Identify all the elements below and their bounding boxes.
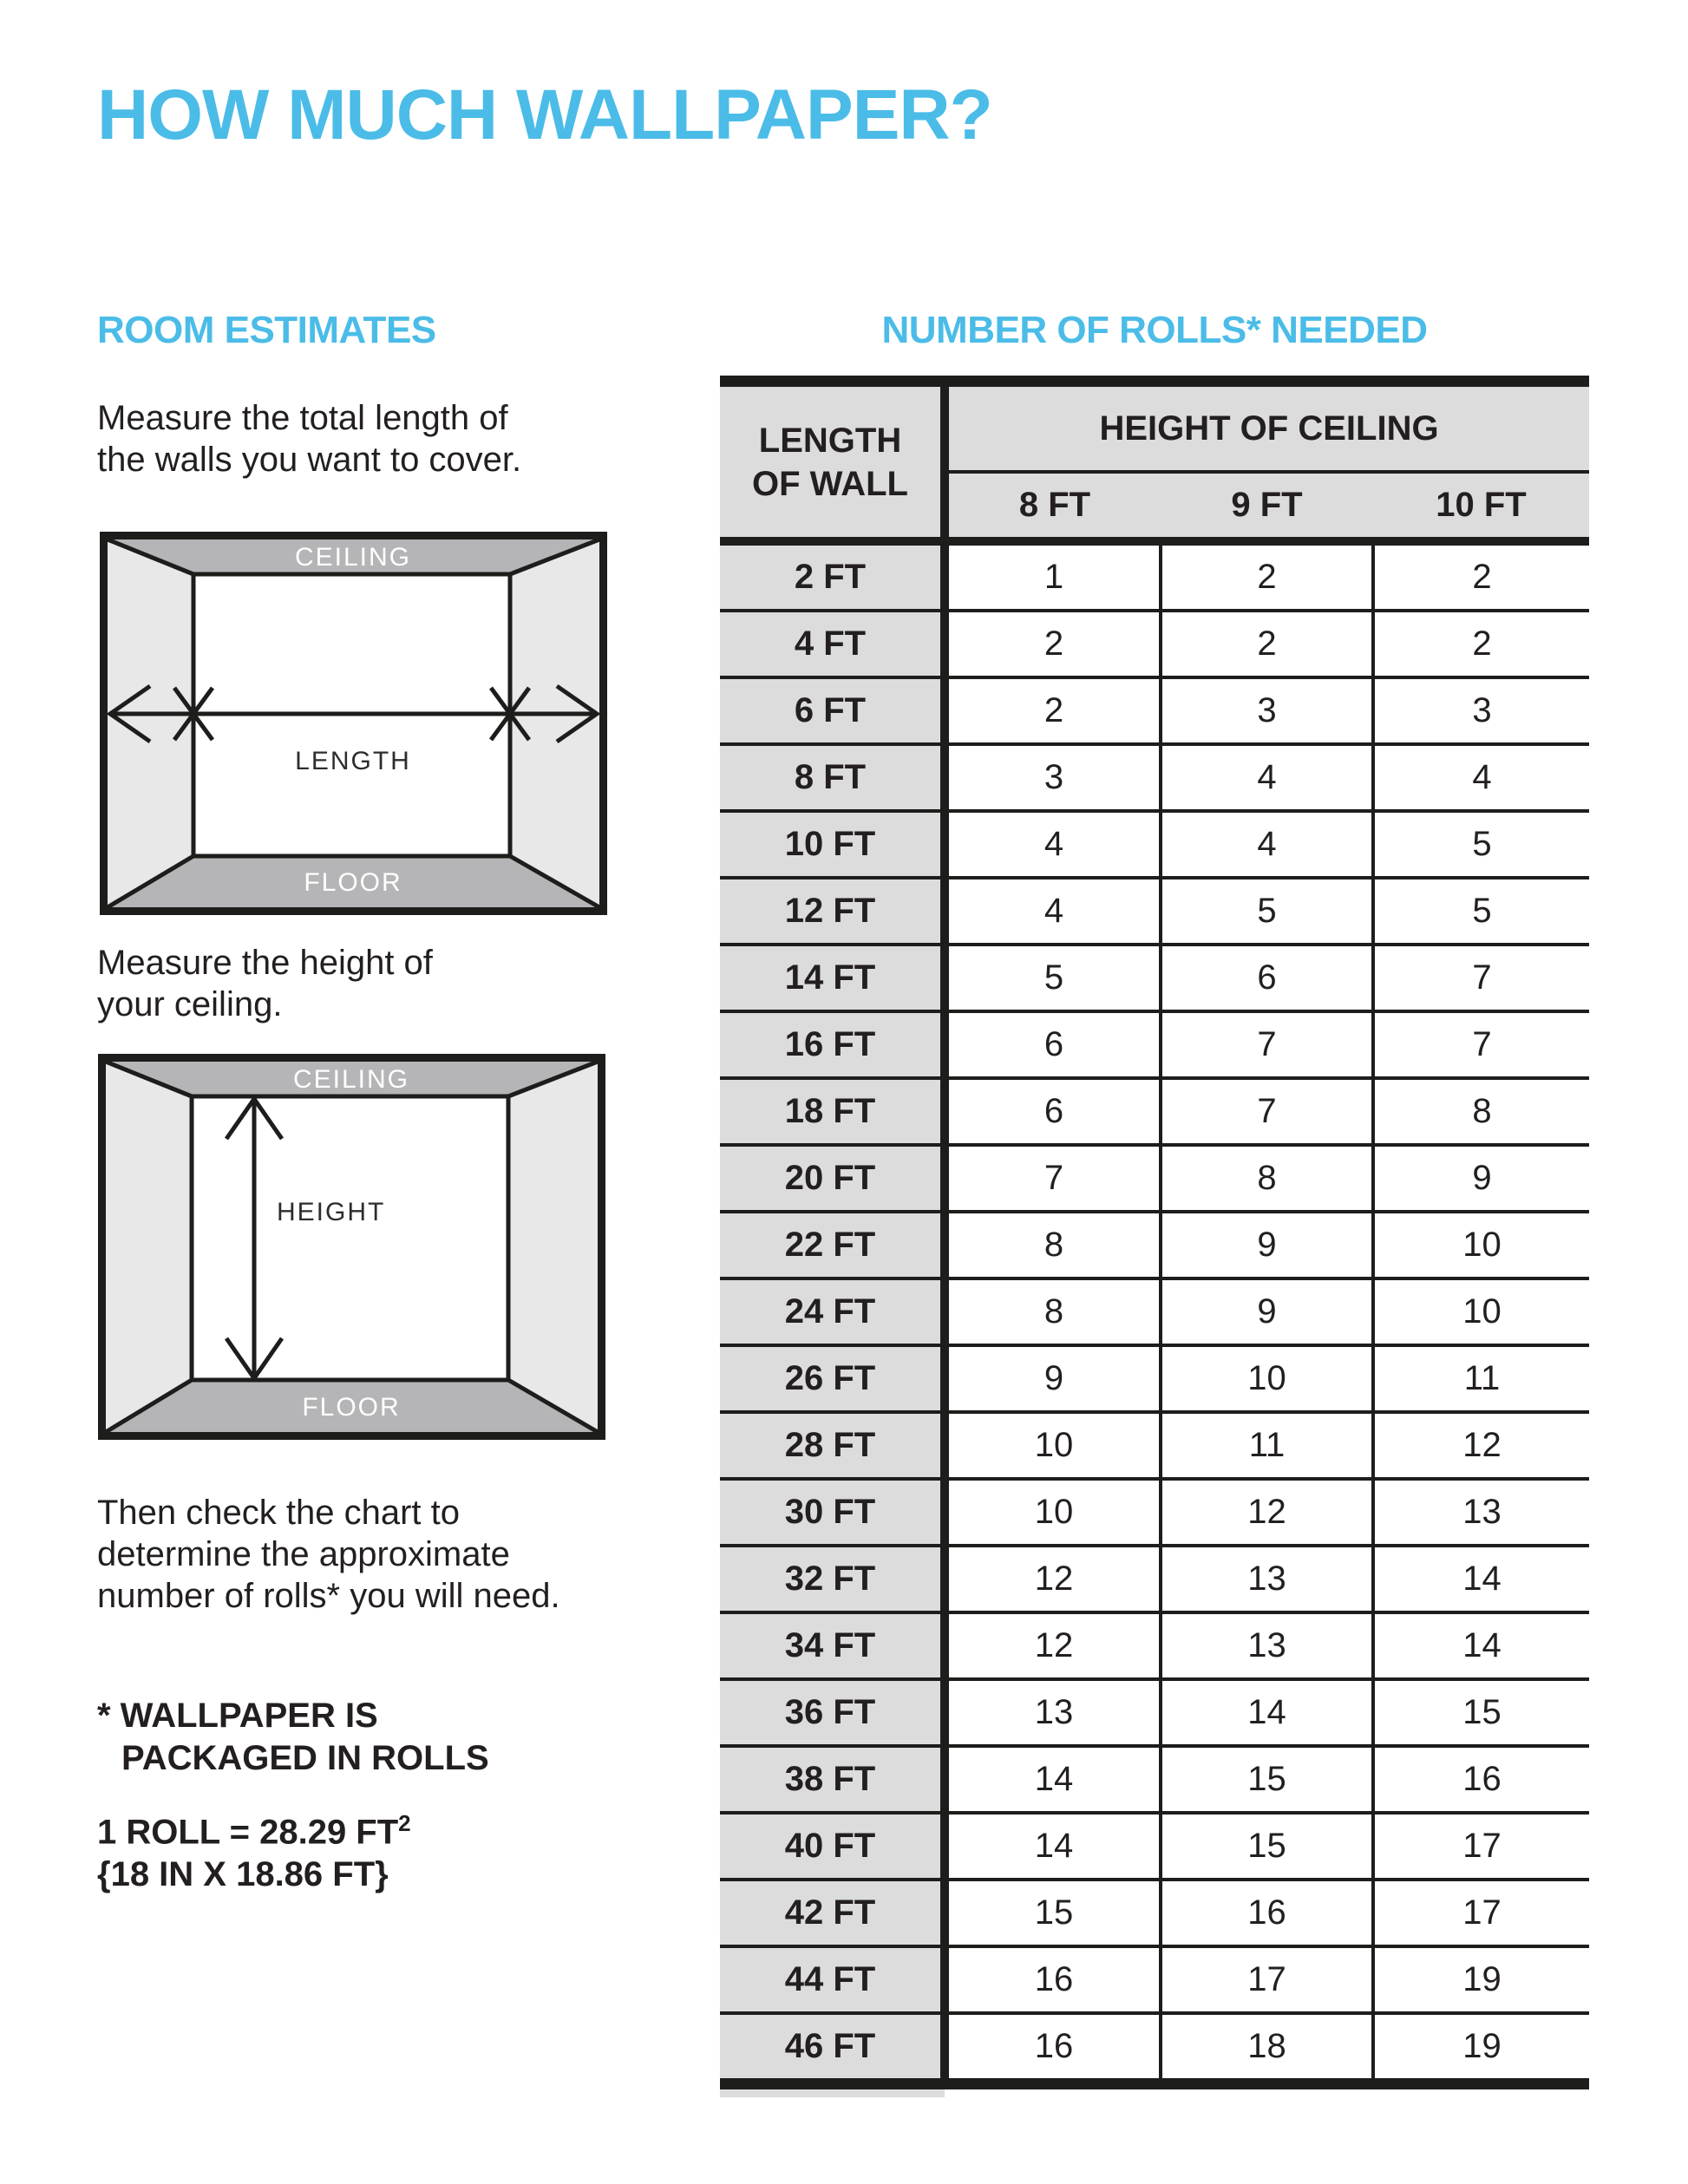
roll-count-cell: 17: [1161, 1946, 1373, 2013]
roll-count-cell: 15: [1373, 1679, 1589, 1746]
step1-text: [97, 397, 521, 481]
table-row: [720, 1278, 1589, 1345]
roll-count-cell: 7: [1373, 1011, 1589, 1078]
roll-count-cell: 4: [1373, 744, 1589, 811]
table-row: [720, 1946, 1589, 2013]
rolls-table-body: [720, 541, 1589, 2084]
roll-count-cell: 9: [1161, 1212, 1373, 1278]
roll-count-cell: 14: [1373, 1546, 1589, 1612]
roll-count-cell: 10: [945, 1479, 1161, 1546]
roll-count-cell: 7: [1161, 1078, 1373, 1145]
wall-length-label: 16 FT: [720, 1011, 945, 1078]
roll-count-cell: 13: [1373, 1479, 1589, 1546]
table-row: [720, 1679, 1589, 1746]
table-row: [720, 1746, 1589, 1813]
roll-count-cell: 5: [945, 945, 1161, 1011]
roll-count-cell: 17: [1373, 1880, 1589, 1946]
roll-count-cell: 16: [1373, 1746, 1589, 1813]
table-row: [720, 1412, 1589, 1479]
rolls-table: [720, 376, 1589, 2089]
table-row: [720, 677, 1589, 744]
wall-length-label: 42 FT: [720, 1880, 945, 1946]
roll-count-cell: 5: [1373, 878, 1589, 945]
step2-line2: your ceiling.: [97, 985, 283, 1023]
step2-text: [97, 942, 433, 1025]
left-wall-surface: [106, 1062, 192, 1432]
roll-count-cell: 10: [1373, 1212, 1589, 1278]
roll-count-cell: 12: [945, 1546, 1161, 1612]
roll-count-cell: 16: [1161, 1880, 1373, 1946]
rolls-footnote: [97, 1695, 489, 1780]
roll-area-text: 1 ROLL = 28.29 FT: [97, 1813, 399, 1852]
floor-label: FLOOR: [302, 1393, 401, 1422]
page-title: HOW MUCH WALLPAPER?: [97, 75, 992, 154]
room-height-diagram: [98, 1054, 605, 1440]
roll-count-cell: 4: [1161, 811, 1373, 878]
table-row: [720, 2013, 1589, 2084]
roll-count-cell: 19: [1373, 1946, 1589, 2013]
table-row: [720, 1345, 1589, 1412]
table-row: [720, 541, 1589, 611]
height-label: HEIGHT: [277, 1198, 386, 1226]
roll-count-cell: 4: [945, 878, 1161, 945]
step1-line1: Measure the total length of: [97, 399, 508, 437]
roll-count-cell: 15: [1161, 1746, 1373, 1813]
roll-count-cell: 2: [1161, 541, 1373, 611]
wall-length-label: 28 FT: [720, 1412, 945, 1479]
table-row: [720, 878, 1589, 945]
roll-count-cell: 2: [945, 611, 1161, 677]
roll-count-cell: 13: [1161, 1612, 1373, 1679]
wall-length-label: 24 FT: [720, 1278, 945, 1345]
roll-count-cell: 10: [1161, 1345, 1373, 1412]
floor-label: FLOOR: [304, 868, 402, 897]
wall-length-label: 32 FT: [720, 1546, 945, 1612]
table-row: [720, 1546, 1589, 1612]
table-row: [720, 1880, 1589, 1946]
ceiling-label: CEILING: [292, 1065, 410, 1094]
roll-count-cell: 14: [945, 1746, 1161, 1813]
roll-count-cell: 9: [1373, 1145, 1589, 1212]
room-length-diagram: [100, 532, 607, 915]
roll-count-cell: 3: [1373, 677, 1589, 744]
roll-count-cell: 15: [945, 1880, 1161, 1946]
wall-length-label: 22 FT: [720, 1212, 945, 1278]
roll-count-cell: 2: [1373, 611, 1589, 677]
wall-length-label: 14 FT: [720, 945, 945, 1011]
roll-count-cell: 2: [945, 677, 1161, 744]
wall-length-label: 4 FT: [720, 611, 945, 677]
step3-line2: determine the approximate: [97, 1535, 510, 1573]
roll-count-cell: 6: [1161, 945, 1373, 1011]
room-estimates-heading: ROOM ESTIMATES: [97, 309, 436, 351]
roll-count-cell: 6: [945, 1078, 1161, 1145]
wall-length-label: 26 FT: [720, 1345, 945, 1412]
step3-line3: number of rolls* you will need.: [97, 1577, 560, 1615]
step2-line1: Measure the height of: [97, 944, 433, 982]
footnote-line2: PACKAGED IN ROLLS: [121, 1739, 489, 1777]
wall-length-label: 40 FT: [720, 1813, 945, 1880]
step3-text: [97, 1492, 560, 1617]
column-header-8ft: 8 FT: [945, 472, 1161, 541]
roll-count-cell: 9: [945, 1345, 1161, 1412]
roll-count-cell: 13: [1161, 1546, 1373, 1612]
right-wall-surface: [508, 1062, 598, 1432]
roll-count-cell: 7: [1373, 945, 1589, 1011]
wall-length-label: 8 FT: [720, 744, 945, 811]
roll-count-cell: 12: [945, 1612, 1161, 1679]
wall-length-label: 44 FT: [720, 1946, 945, 2013]
roll-count-cell: 17: [1373, 1813, 1589, 1880]
roll-count-cell: 11: [1373, 1345, 1589, 1412]
roll-count-cell: 12: [1373, 1412, 1589, 1479]
roll-count-cell: 11: [1161, 1412, 1373, 1479]
roll-count-cell: 14: [1161, 1679, 1373, 1746]
roll-count-cell: 13: [945, 1679, 1161, 1746]
table-row: [720, 744, 1589, 811]
roll-count-cell: 3: [1161, 677, 1373, 744]
wall-length-label: 12 FT: [720, 878, 945, 945]
column-header-9ft: 9 FT: [1161, 472, 1373, 541]
roll-count-cell: 19: [1373, 2013, 1589, 2084]
roll-count-cell: 4: [945, 811, 1161, 878]
roll-count-cell: 14: [945, 1813, 1161, 1880]
roll-count-cell: 8: [1373, 1078, 1589, 1145]
roll-count-cell: 5: [1373, 811, 1589, 878]
roll-count-cell: 6: [945, 1011, 1161, 1078]
wall-length-label: 10 FT: [720, 811, 945, 878]
height-of-ceiling-header: HEIGHT OF CEILING: [945, 382, 1589, 473]
roll-size-info: [97, 1802, 411, 1896]
length-of-wall-line1: LENGTH: [758, 421, 902, 460]
length-of-wall-line2: OF WALL: [752, 464, 908, 503]
wall-length-label: 46 FT: [720, 2013, 945, 2084]
roll-count-cell: 7: [945, 1145, 1161, 1212]
wall-length-label: 18 FT: [720, 1078, 945, 1145]
roll-count-cell: 16: [945, 1946, 1161, 2013]
roll-count-cell: 16: [945, 2013, 1161, 2084]
roll-count-cell: 14: [1373, 1612, 1589, 1679]
table-row: [720, 611, 1589, 677]
wall-length-label: 34 FT: [720, 1612, 945, 1679]
table-row: [720, 1011, 1589, 1078]
table-row: [720, 1612, 1589, 1679]
roll-count-cell: 7: [1161, 1011, 1373, 1078]
roll-count-cell: 5: [1161, 878, 1373, 945]
roll-dimensions-line: {18 IN X 18.86 FT}: [97, 1855, 389, 1894]
roll-area-sup: 2: [398, 1810, 411, 1836]
table-row: [720, 1813, 1589, 1880]
table-row: [720, 1479, 1589, 1546]
rolls-needed-heading: NUMBER OF ROLLS* NEEDED: [881, 309, 1428, 351]
back-wall: [192, 1096, 508, 1380]
wall-length-label: 36 FT: [720, 1679, 945, 1746]
roll-count-cell: 10: [945, 1412, 1161, 1479]
roll-count-cell: 8: [945, 1212, 1161, 1278]
roll-count-cell: 15: [1161, 1813, 1373, 1880]
wall-length-label: 30 FT: [720, 1479, 945, 1546]
roll-count-cell: 12: [1161, 1479, 1373, 1546]
roll-count-cell: 9: [1161, 1278, 1373, 1345]
footnote-line1: * WALLPAPER IS: [97, 1697, 378, 1735]
roll-count-cell: 10: [1373, 1278, 1589, 1345]
table-row: [720, 811, 1589, 878]
step3-line1: Then check the chart to: [97, 1494, 461, 1532]
roll-count-cell: 1: [945, 541, 1161, 611]
wall-length-label: 6 FT: [720, 677, 945, 744]
table-row: [720, 1145, 1589, 1212]
roll-count-cell: 2: [1161, 611, 1373, 677]
table-left-column-tab: [720, 2089, 945, 2097]
length-label: LENGTH: [295, 747, 411, 775]
roll-count-cell: 4: [1161, 744, 1373, 811]
wall-length-label: 2 FT: [720, 541, 945, 611]
wall-length-label: 20 FT: [720, 1145, 945, 1212]
roll-count-cell: 2: [1373, 541, 1589, 611]
roll-count-cell: 8: [945, 1278, 1161, 1345]
length-of-wall-header: [720, 382, 945, 542]
roll-area-line: [97, 1802, 411, 1854]
column-header-10ft: 10 FT: [1373, 472, 1589, 541]
ceiling-label: CEILING: [294, 543, 412, 572]
table-row: [720, 1212, 1589, 1278]
roll-count-cell: 3: [945, 744, 1161, 811]
table-row: [720, 945, 1589, 1011]
roll-count-cell: 18: [1161, 2013, 1373, 2084]
wall-length-label: 38 FT: [720, 1746, 945, 1813]
roll-count-cell: 8: [1161, 1145, 1373, 1212]
table-row: [720, 1078, 1589, 1145]
step1-line2: the walls you want to cover.: [97, 441, 522, 479]
